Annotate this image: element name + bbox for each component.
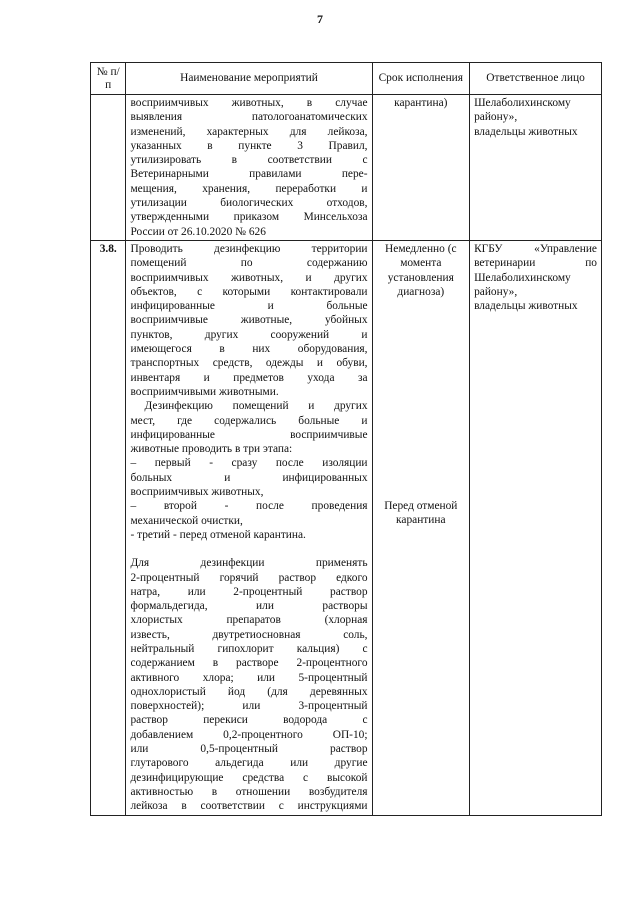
text-line: поверхностей); или 3-процентный — [130, 700, 368, 713]
term-immediately — [377, 242, 466, 299]
header-name: Наименование мероприятий — [126, 63, 372, 95]
text-line: мещения, хранения, переработки и — [130, 182, 368, 195]
page-number: 7 — [317, 12, 323, 26]
text-line: восприимчивых животных, в случае — [130, 97, 368, 109]
text-line: владельцы животных — [474, 300, 578, 313]
row1-responsible — [470, 95, 602, 241]
term-before-quarantine-lift — [377, 499, 466, 528]
text-line: России от 26.10.2020 № 626 — [130, 225, 266, 238]
text-line: хлористых препаратов (хлорная — [130, 614, 368, 627]
table-header-row — [91, 63, 602, 95]
text-line: добавлением 0,2-процентного ОП-10; — [130, 728, 368, 741]
text-line: глутарового альдегида или другие — [130, 757, 368, 770]
text-line: восприимчивые животные, убойных — [130, 314, 368, 327]
text-line: 2-процентный горячий раствор едкого — [130, 571, 368, 584]
text-line: изменений, характерных для лейкоза, — [130, 125, 368, 138]
row1-name — [126, 95, 372, 241]
text-line: Немедленно (с — [385, 242, 457, 255]
text-line: механической очистки, — [130, 514, 243, 527]
text-line: мест, где содержались больные и — [130, 414, 368, 427]
text-line: восприимчивых животных, — [130, 486, 264, 499]
table-row — [91, 95, 602, 241]
text-line: Перед отменой — [384, 500, 458, 513]
text-line: Шелаболихинскому — [474, 97, 571, 109]
row2-num: 3.8. — [91, 240, 126, 815]
text-line: утилизации биологических отходов, — [130, 197, 368, 210]
text-line: животные проводить в три этапа: — [130, 443, 293, 456]
row2-responsible — [470, 240, 602, 815]
text-line: Дезинфекцию помещений и других — [144, 400, 368, 413]
text-line: району», — [474, 285, 518, 298]
row1-term: карантина) — [372, 95, 470, 241]
text-line: Проводить дезинфекцию территории — [130, 242, 368, 255]
text-line: карантина — [396, 514, 446, 527]
text-line: утилизировать в соответствии с — [130, 154, 368, 167]
text-line: диагноза) — [397, 285, 445, 298]
text-line: формальдегида, или растворы — [130, 600, 368, 613]
text-line: транспортных средств, одежды и обуви, — [130, 357, 368, 370]
text-line: Для дезинфекции применять — [130, 557, 368, 570]
text-line: однохлористый йод (для деревянных — [130, 685, 368, 698]
text-line: дезинфицирующие средства с высокой — [130, 771, 368, 784]
text-line: момента — [400, 257, 442, 270]
row2-name — [126, 240, 372, 815]
text-line: району», — [474, 111, 518, 124]
text-line: инфицированные и больные — [130, 300, 368, 313]
text-line: или 0,5-процентный раствор — [130, 743, 368, 756]
text-line: указанных в пункте 3 Правил, — [130, 139, 368, 152]
row1-num — [91, 95, 126, 241]
text-line: ветеринарии по — [474, 257, 597, 270]
text-line: владельцы животных — [474, 125, 578, 138]
text-line: установления — [387, 271, 454, 284]
text-line: Ветеринарными правилами пере- — [130, 168, 368, 181]
text-line: содержанием в растворе 2-процентного — [130, 657, 368, 670]
text-line: активного хлора; или 5-процентный — [130, 671, 368, 684]
text-line: выявления патологоанатомических — [130, 111, 368, 124]
text-line: больных и инфицированных — [130, 471, 368, 484]
text-line: помещений по содержанию — [130, 257, 368, 270]
text-line: – второй - после проведения — [130, 500, 368, 513]
text-line: КГБУ «Управление — [474, 242, 597, 255]
measures-table — [90, 62, 602, 816]
text-line: активностью в отношении возбудителя — [130, 785, 368, 798]
text-line: инвентаря и предметов ухода за — [130, 371, 368, 384]
text-line: натра, или 2-процентный раствор — [130, 585, 368, 598]
header-term: Срок исполнения — [372, 63, 470, 95]
text-line: пунктов, других сооружений и — [130, 328, 368, 341]
text-line: восприимчивыми животными. — [130, 385, 279, 398]
text-line: - третий - перед отменой карантина. — [130, 528, 306, 541]
row2-term — [372, 240, 470, 815]
text-line: имеющегося в них оборудования, — [130, 343, 368, 356]
text-line: объектов, с которыми контактировали — [130, 285, 368, 298]
text-line: лейкоза в соответствии с инструкциями — [130, 800, 368, 813]
header-num: № п/п — [91, 63, 126, 95]
text-line: раствор перекиси водорода с — [130, 714, 368, 727]
text-line: инфицированные восприимчивые — [130, 428, 368, 441]
text-line: нейтральный гипохлорит кальция) с — [130, 642, 368, 655]
text-line: восприимчивых животных, и других — [130, 271, 368, 284]
text-line: утвержденными приказом Минсельхоза — [130, 211, 368, 224]
text-line: известь, двутретиосновная соль, — [130, 628, 368, 641]
table-row — [91, 240, 602, 815]
text-line: Шелаболихинскому — [474, 271, 571, 284]
header-responsible: Ответственное лицо — [470, 63, 602, 95]
text-line: – первый - сразу после изоляции — [130, 457, 368, 470]
